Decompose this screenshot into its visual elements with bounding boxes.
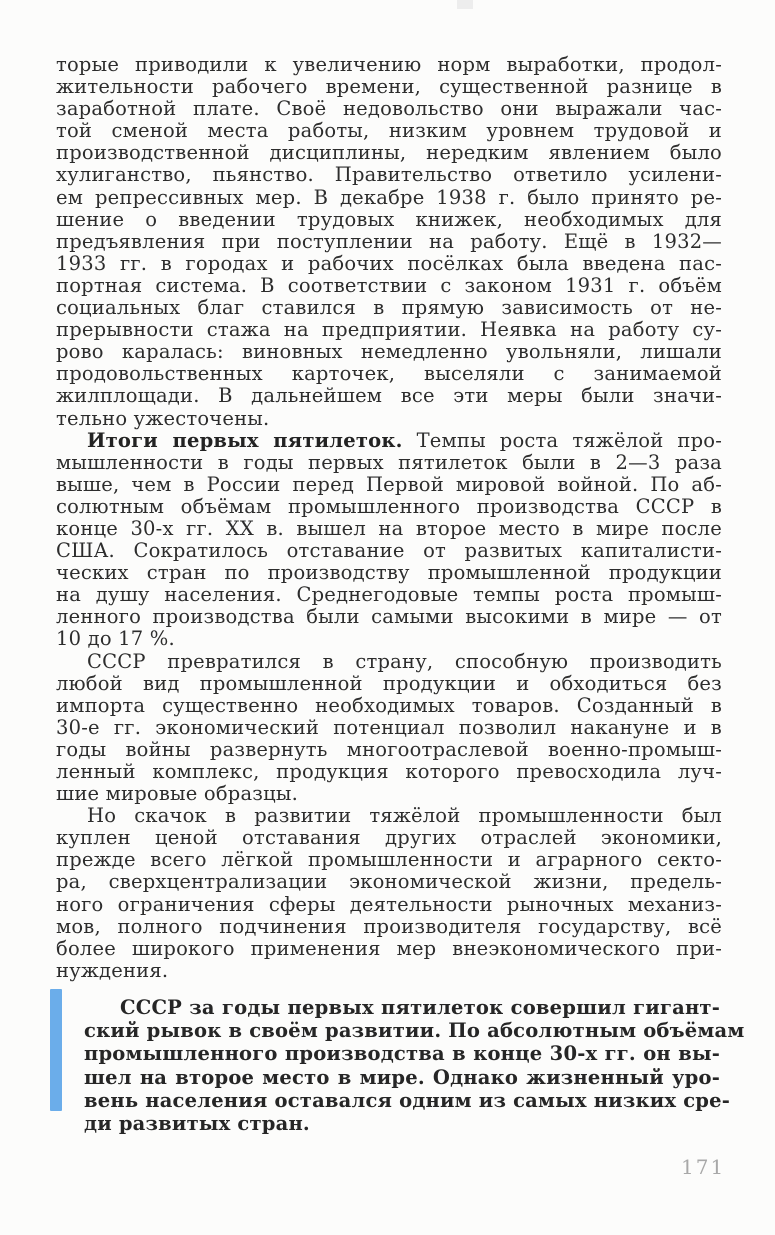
text-line: шел на второе место в мире. Однако жизненный уро- [84,1065,720,1089]
text-line: более широкого применения мер внеэкономического при- [56,936,722,960]
text-line: продовольственных карточек, выселяли с занимаемой [56,362,722,386]
section-heading: Итоги первых пятилеток. [87,428,403,452]
text-line: 10 до 17 %. [56,627,175,651]
text-line: заработной плате. Своё недовольство они выражали час- [56,97,722,121]
text-line: социальных благ ставился в прямую зависимость от не- [56,296,722,320]
paragraph [56,54,722,430]
text-line: мов, полного подчинения производителя государству, всё [56,914,722,938]
text-line: 1933 гг. в городах и рабочих посёлках была введена пас- [56,251,722,275]
page-number: 171 [681,1155,726,1179]
text-line: на душу населения. Среднегодовые темпы роста промыш- [56,583,722,607]
text-line: рово каралась: виновных немедленно увольняли, лишали [56,340,722,364]
paragraph [56,430,722,651]
text-line: портная система. В соответствии с законом 1931 г. объём [56,273,722,297]
text-line: торые приводили к увеличению норм выработки, продол- [56,53,722,76]
text-column [56,53,745,1135]
text-line: выше, чем в России перед Первой мировой войной. По аб- [56,472,722,496]
paragraph [56,805,722,982]
text-line: вень населения оставался одним из самых низких сре- [84,1088,731,1112]
text-line: ди развитых стран. [84,1111,310,1135]
text-line: Итоги первых пятилеток. Темпы роста тяжёлой про- [87,428,722,452]
summary-lines [84,995,745,1135]
text-line: конце 30-х гг. XX в. вышел на второе место в мире после [56,516,722,540]
paragraph [56,651,722,806]
text-line: прежде всего лёгкой промышленности и аграрного секто- [56,848,722,872]
text-line: СССР превратился в страну, способную производить [87,649,722,673]
text-line: ем репрессивных мер. В декабре 1938 г. было принято ре- [56,185,722,209]
text-line: жилплощади. В дальнейшем все эти меры были значи- [56,384,722,408]
text-line: производственной дисциплины, нередким явлением было [56,141,722,165]
text-line: ленный комплекс, продукция которого превосходила луч- [56,760,722,783]
text-line: США. Сократилось отставание от развитых капиталисти- [56,539,722,563]
text-line: хулиганство, пьянство. Правительство ответило усилени- [56,163,722,187]
text-line: ский рывок в своём развитии. По абсолютным объёмам [84,1019,745,1043]
text-line: Но скачок в развитии тяжёлой промышленности был [87,804,722,828]
text-line: импорта существенно необходимых товаров. Созданный в [56,693,722,717]
text-line: 30-е гг. экономический потенциал позволил накануне и в [56,715,722,739]
text-line: любой вид промышленной продукции и обходиться без [56,671,722,695]
body-paragraphs [56,54,722,982]
text-line: ленного производства были самыми высокими в мире — от [56,605,722,629]
summary-block [84,995,745,1135]
text-line: куплен ценой отставания других отраслей экономики, [56,826,722,850]
text-line: СССР за годы первых пятилеток совершил гигант- [120,995,720,1019]
text-line: предъявления при поступлении на работу. Ещё в 1932— [56,229,722,253]
text-line: нуждения. [56,958,169,982]
text-line: солютным объёмам промышленного производства СССР в [56,494,722,518]
text-line: промышленного производства в конце 30-х гг. он вы- [84,1042,720,1066]
text-line: шение о введении трудовых книжек, необходимых для [56,207,722,231]
text-line: тельно ужесточены. [56,406,270,430]
text-line: годы войны развернуть многоотраслевой военно-промыш- [56,737,722,761]
scan-artifact [457,0,473,9]
text-line: мышленности в годы первых пятилеток были в 2—3 раза [56,450,722,474]
text-line: ного ограничения сферы деятельности рыночных механиз- [56,892,722,916]
summary-accent-bar [50,989,62,1111]
text-line: ра, сверхцентрализации экономической жизни, предель- [56,870,722,894]
text-line: той сменой места работы, низким уровнем трудовой и [56,119,722,143]
text-line: ческих стран по производству промышленной продукции [56,561,722,585]
text-line: шие мировые образцы. [56,782,298,806]
text-line: прерывности стажа на предприятии. Неявка на работу су- [56,318,722,342]
text-line: жительности рабочего времени, существенной разнице в [56,75,722,99]
